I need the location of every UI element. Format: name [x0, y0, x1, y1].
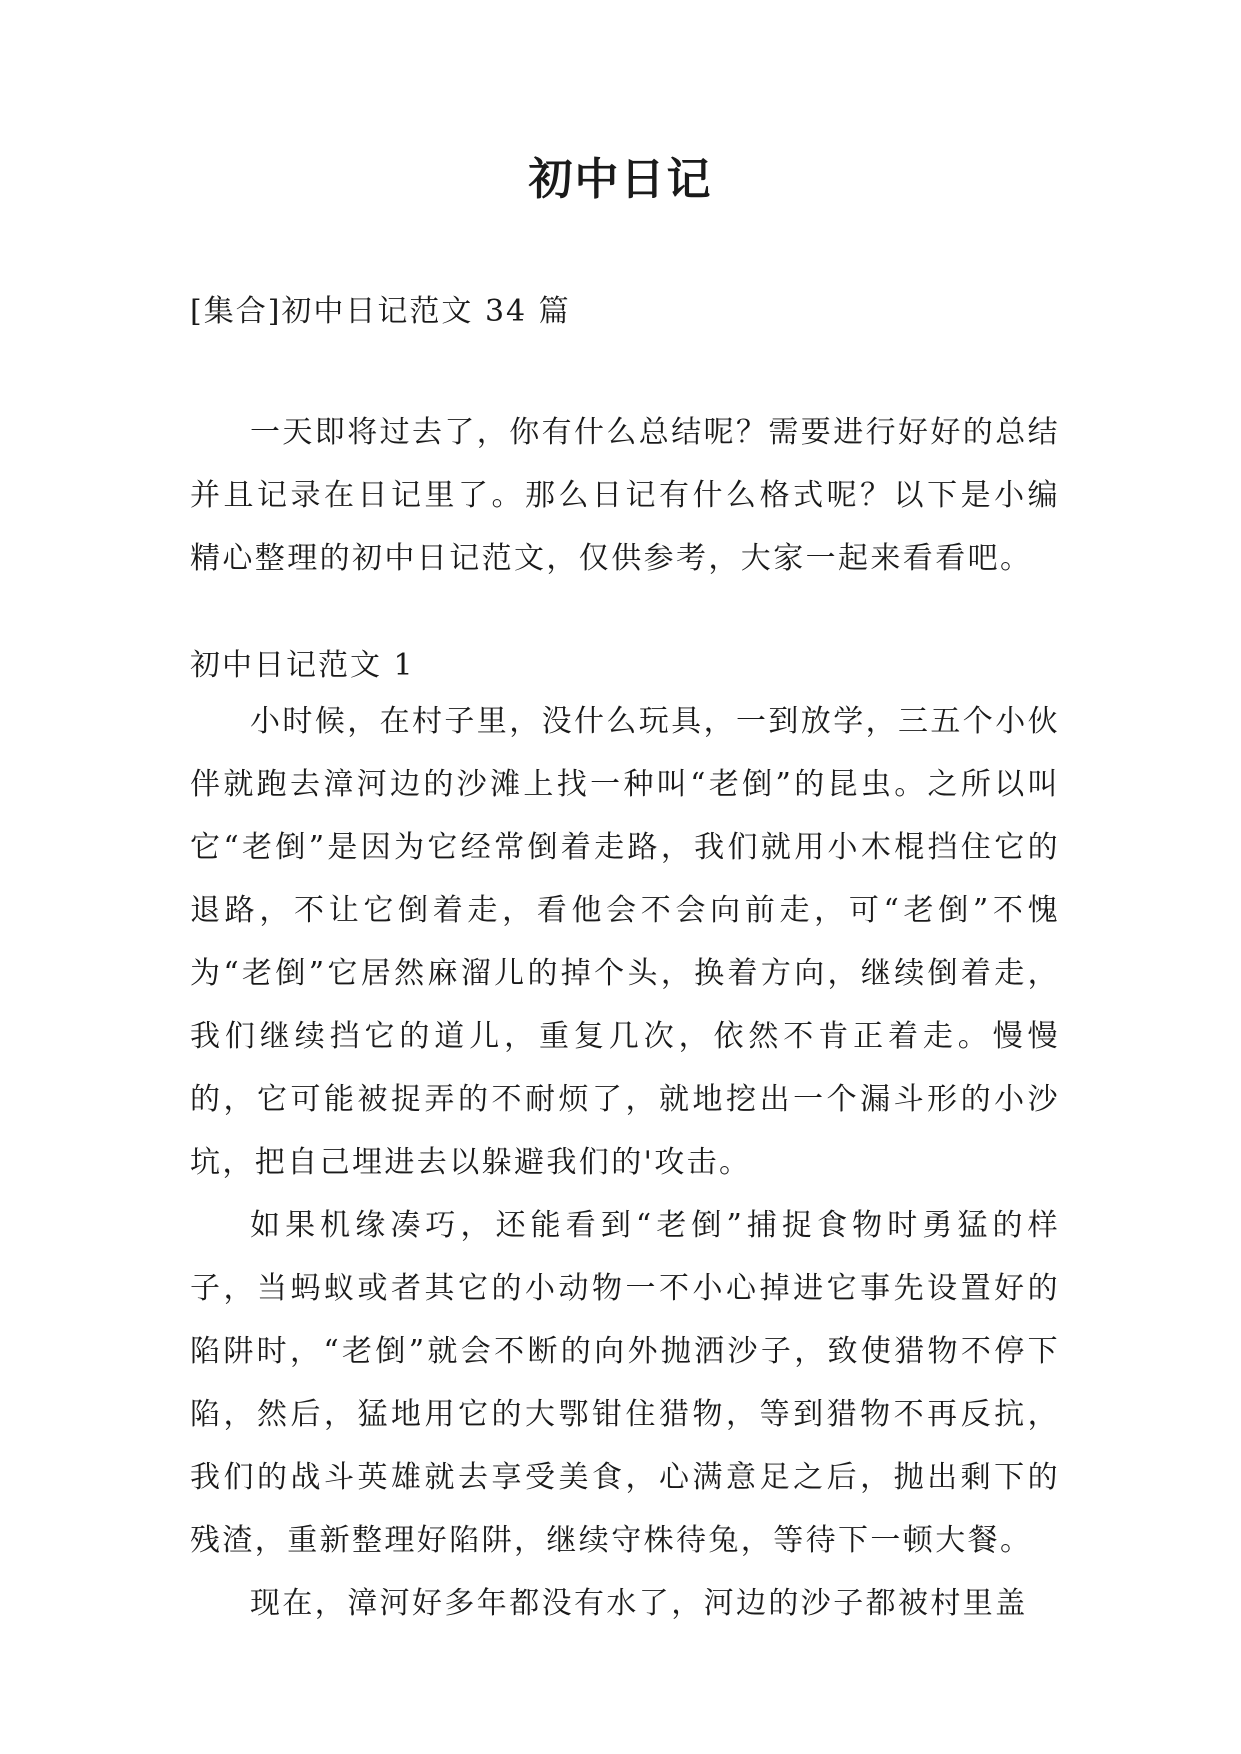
document-subtitle: [集合]初中日记范文 34 篇 [190, 294, 571, 329]
body-paragraph-2: 如果机缘凑巧，还能看到“老倒”捕捉食物时勇猛的样子，当蚂蚁或者其它的小动物一不小心掉进它事先设置好的陷阱时，“老倒”就会不断的向外抛洒沙子，致使猎物不停下陷，然后，猛地用它的大鄂钳住猎物，等到猎物不再反抗，我们的战斗英雄就去享受美食，心满意足之后，抛出剩下的残渣，重新整理好陷阱，继续守株待兔，等待下一顿大餐。 [190, 1208, 1060, 1558]
section-heading: 初中日记范文 1 [190, 648, 415, 683]
intro-block [190, 401, 1060, 590]
document-title: 初中日记 [528, 154, 713, 205]
body-paragraph-3: 现在，漳河好多年都没有水了，河边的沙子都被村里盖 [250, 1586, 1028, 1621]
body-text [190, 690, 1060, 1635]
intro-paragraph: 一天即将过去了，你有什么总结呢？需要进行好好的总结并且记录在日记里了。那么日记有什么格式呢？以下是小编精心整理的初中日记范文，仅供参考，大家一起来看看吧。 [190, 415, 1060, 576]
body-paragraph-1: 小时候，在村子里，没什么玩具，一到放学，三五个小伙伴就跑去漳河边的沙滩上找一种叫“老倒”的昆虫。之所以叫它“老倒”是因为它经常倒着走路，我们就用小木棍挡住它的退路，不让它倒着走，看他会不会向前走，可“老倒”不愧为“老倒”它居然麻溜儿的掉个头，换着方向，继续倒着走，我们继续挡它的道儿，重复几次，依然不肯正着走。慢慢的，它可能被捉弄的不耐烦了，就地挖出一个漏斗形的小沙坑，把自己埋进去以躲避我们的'攻击。 [190, 704, 1060, 1180]
